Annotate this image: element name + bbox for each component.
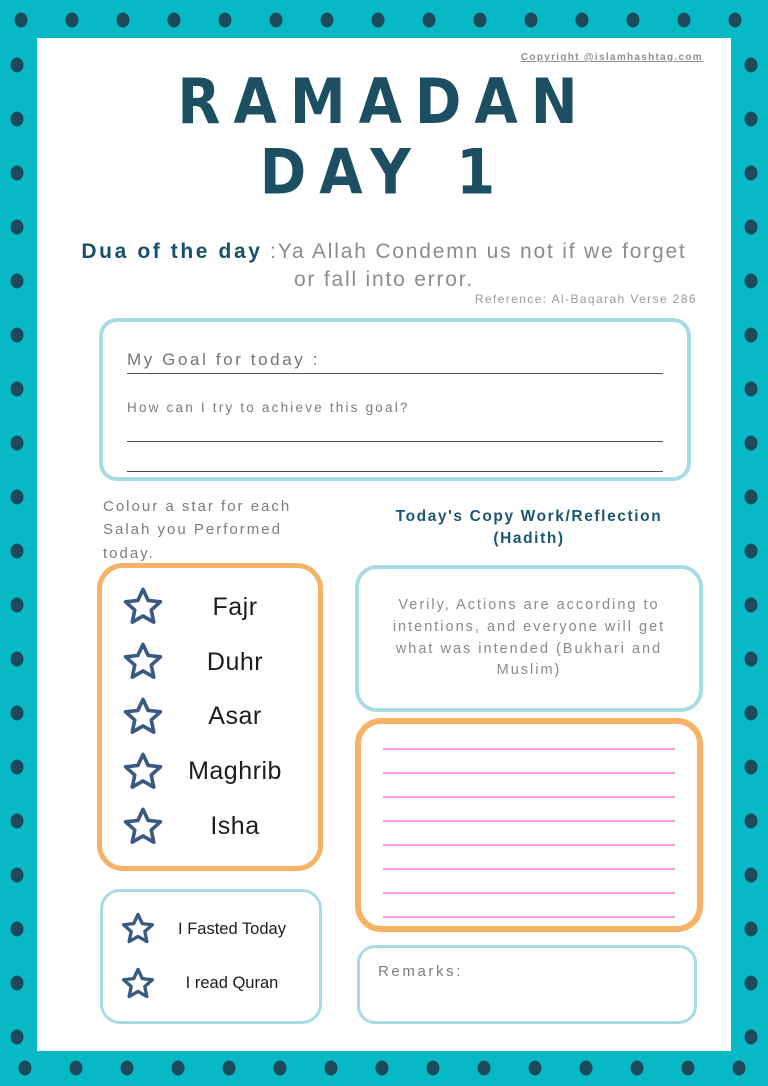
hadith-box xyxy=(355,565,703,712)
goal-prompt: My Goal for today : xyxy=(127,350,663,374)
goal-box xyxy=(99,318,691,481)
remarks-box xyxy=(357,945,697,1024)
ruled-line xyxy=(383,750,675,774)
ruled-line xyxy=(383,822,675,846)
checklist-label: I read Quran xyxy=(185,974,279,993)
star-icon[interactable] xyxy=(120,749,166,795)
worksheet-page xyxy=(37,38,731,1051)
salah-label: Fajr xyxy=(212,592,258,621)
ruled-line xyxy=(383,774,675,798)
salah-row-fajr xyxy=(120,584,304,630)
salah-label: Isha xyxy=(210,812,260,841)
checklist-box xyxy=(100,889,322,1024)
ruled-line xyxy=(383,846,675,870)
salah-row-asar xyxy=(120,694,304,740)
ruled-line xyxy=(383,894,675,918)
goal-question: How can I try to achieve this goal? xyxy=(127,400,410,415)
salah-label: Maghrib xyxy=(188,757,282,786)
dua-of-the-day xyxy=(74,238,694,295)
remarks-label: Remarks: xyxy=(378,963,463,980)
checklist-row-fasted xyxy=(119,910,307,948)
writing-line xyxy=(127,441,663,442)
ruled-line xyxy=(383,724,675,750)
star-icon[interactable] xyxy=(120,584,166,630)
copywork-lines-box xyxy=(355,718,703,932)
frame-border-bottom xyxy=(0,1051,768,1086)
salah-label: Duhr xyxy=(206,647,264,676)
salah-row-maghrib xyxy=(120,749,304,795)
star-icon[interactable] xyxy=(120,639,166,685)
hadith-text: Verily, Actions are according to intentions, and everyone will get what was intended (Bukhari and Muslim) xyxy=(392,597,666,679)
frame-border-top xyxy=(0,0,768,38)
salah-label: Asar xyxy=(208,702,262,731)
dua-reference: Reference: Al-Baqarah Verse 286 xyxy=(474,292,697,306)
ruled-line xyxy=(383,870,675,894)
title-line-2: DAY 1 xyxy=(259,136,509,209)
copyright-link[interactable]: Copyright @islamhashtag.com xyxy=(520,52,703,63)
frame-border-right xyxy=(731,38,768,1051)
copywork-heading-line-1: Today's Copy Work/Reflection xyxy=(395,508,663,525)
salah-row-duhr xyxy=(120,639,304,685)
copywork-heading-line-2: (Hadith) xyxy=(493,530,565,548)
checklist-row-quran xyxy=(119,965,307,1003)
star-icon[interactable] xyxy=(120,694,166,740)
copywork-heading xyxy=(355,506,703,551)
star-icon[interactable] xyxy=(119,965,157,1003)
page-title xyxy=(37,65,731,209)
salah-tracker-box xyxy=(97,563,323,871)
title-line-1: RAMADAN xyxy=(177,65,591,139)
salah-row-isha xyxy=(120,804,304,850)
dua-label: Dua of the day xyxy=(81,240,263,263)
salah-instruction: Colour a star for each Salah you Performed today. xyxy=(103,498,292,562)
star-icon[interactable] xyxy=(120,804,166,850)
frame-border-left xyxy=(0,38,37,1051)
checklist-label: I Fasted Today xyxy=(178,919,286,938)
ruled-line xyxy=(383,798,675,822)
dua-text: :Ya Allah Condemn us not if we forget or fall into error. xyxy=(270,240,687,292)
writing-line xyxy=(127,471,663,472)
star-icon[interactable] xyxy=(119,910,157,948)
